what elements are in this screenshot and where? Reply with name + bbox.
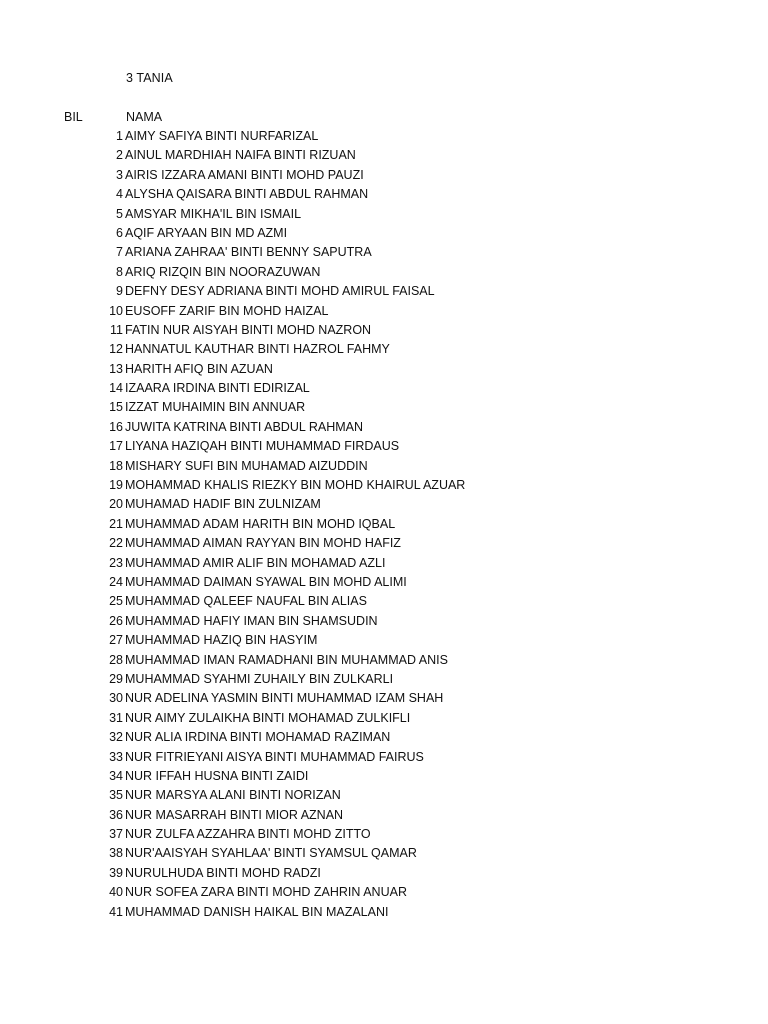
- student-number: 30: [109, 691, 123, 706]
- student-number: 3: [116, 167, 123, 182]
- student-row: [0, 282, 768, 301]
- student-name: NUR AIMY ZULAIKHA BINTI MOHAMAD ZULKIFLI: [125, 710, 411, 725]
- student-name: MUHAMMAD HAFIY IMAN BIN SHAMSUDIN: [125, 613, 378, 628]
- student-number: 33: [109, 749, 123, 764]
- student-row: [0, 379, 768, 398]
- student-row: [0, 146, 768, 165]
- student-name: NUR IFFAH HUSNA BINTI ZAIDI: [125, 768, 309, 783]
- student-name: EUSOFF ZARIF BIN MOHD HAIZAL: [125, 303, 329, 318]
- student-name: NUR ADELINA YASMIN BINTI MUHAMMAD IZAM SHAH: [125, 691, 444, 706]
- student-name: IZZAT MUHAIMIN BIN ANNUAR: [125, 400, 306, 415]
- student-name: NUR MASARRAH BINTI MIOR AZNAN: [125, 807, 344, 822]
- student-number: 32: [109, 730, 123, 745]
- student-name: NUR FITRIEYANI AISYA BINTI MUHAMMAD FAIRUS: [125, 749, 424, 764]
- student-row: [0, 476, 768, 495]
- student-number: 5: [116, 206, 123, 221]
- student-name: NURULHUDA BINTI MOHD RADZI: [125, 865, 321, 880]
- student-number: 11: [110, 322, 123, 337]
- student-row: [0, 592, 768, 611]
- column-header-nama: NAMA: [126, 110, 163, 124]
- student-name: MUHAMMAD AIMAN RAYYAN BIN MOHD HAFIZ: [125, 536, 401, 551]
- student-number: 13: [109, 361, 123, 376]
- student-number: 35: [109, 788, 123, 803]
- student-number: 17: [109, 439, 123, 454]
- student-row: [0, 302, 768, 321]
- column-header-bil: BIL: [64, 110, 83, 124]
- student-number: 28: [109, 652, 123, 667]
- student-name: NUR'AAISYAH SYAHLAA' BINTI SYAMSUL QAMAR: [125, 846, 417, 861]
- student-row: [0, 573, 768, 592]
- student-name: AIRIS IZZARA AMANI BINTI MOHD PAUZI: [125, 167, 364, 182]
- student-name: JUWITA KATRINA BINTI ABDUL RAHMAN: [125, 419, 363, 434]
- student-row: [0, 340, 768, 359]
- student-row: [0, 166, 768, 185]
- student-number: 19: [109, 478, 123, 493]
- student-name: MUHAMMAD QALEEF NAUFAL BIN ALIAS: [125, 594, 367, 609]
- student-number: 38: [109, 846, 123, 861]
- student-row: [0, 495, 768, 514]
- student-name: ARIQ RIZQIN BIN NOORAZUWAN: [125, 264, 321, 279]
- student-row: [0, 398, 768, 417]
- student-number: 6: [116, 225, 123, 240]
- student-number: 21: [109, 516, 123, 531]
- student-number: 10: [109, 303, 123, 318]
- student-number: 18: [109, 458, 123, 473]
- class-title: 3 TANIA: [126, 71, 173, 85]
- student-row: [0, 127, 768, 146]
- student-number: 41: [109, 904, 123, 919]
- student-row: [0, 748, 768, 767]
- student-row: [0, 864, 768, 883]
- student-row: [0, 554, 768, 573]
- student-row: [0, 515, 768, 534]
- student-number: 25: [109, 594, 123, 609]
- student-name: ALYSHA QAISARA BINTI ABDUL RAHMAN: [125, 187, 369, 202]
- student-name: MUHAMMAD ADAM HARITH BIN MOHD IQBAL: [125, 516, 396, 531]
- student-name: ARIANA ZAHRAA' BINTI BENNY SAPUTRA: [125, 245, 372, 260]
- student-row: [0, 883, 768, 902]
- student-row: [0, 806, 768, 825]
- student-number: 8: [116, 264, 123, 279]
- student-row: [0, 534, 768, 553]
- student-number: 4: [116, 187, 123, 202]
- student-row: [0, 224, 768, 243]
- student-number: 22: [109, 536, 123, 551]
- student-row: [0, 360, 768, 379]
- student-list: [0, 127, 768, 922]
- student-name: HARITH AFIQ BIN AZUAN: [125, 361, 273, 376]
- student-number: 24: [109, 574, 123, 589]
- student-name: MUHAMAD HADIF BIN ZULNIZAM: [125, 497, 321, 512]
- student-row: [0, 786, 768, 805]
- student-row: [0, 709, 768, 728]
- student-number: 39: [109, 865, 123, 880]
- student-name: MUHAMMAD DANISH HAIKAL BIN MAZALANI: [125, 904, 389, 919]
- student-name: AIMY SAFIYA BINTI NURFARIZAL: [125, 129, 319, 143]
- student-row: [0, 903, 768, 922]
- student-number: 2: [116, 148, 123, 163]
- student-name: DEFNY DESY ADRIANA BINTI MOHD AMIRUL FAISAL: [125, 284, 435, 299]
- student-name: NUR ZULFA AZZAHRA BINTI MOHD ZITTO: [125, 827, 371, 842]
- student-row: [0, 767, 768, 786]
- student-name: AINUL MARDHIAH NAIFA BINTI RIZUAN: [125, 148, 356, 163]
- student-name: MUHAMMAD SYAHMI ZUHAILY BIN ZULKARLI: [125, 671, 394, 686]
- student-name: MUHAMMAD HAZIQ BIN HASYIM: [125, 633, 318, 648]
- student-name: MUHAMMAD AMIR ALIF BIN MOHAMAD AZLI: [125, 555, 386, 570]
- student-row: [0, 185, 768, 204]
- student-row: [0, 321, 768, 340]
- student-row: [0, 728, 768, 747]
- student-row: [0, 631, 768, 650]
- student-number: 31: [109, 710, 123, 725]
- student-number: 37: [109, 827, 123, 842]
- student-row: [0, 670, 768, 689]
- student-row: [0, 243, 768, 262]
- student-number: 1: [116, 129, 123, 143]
- student-row: [0, 437, 768, 456]
- student-number: 14: [109, 381, 123, 396]
- student-row: [0, 825, 768, 844]
- student-name: LIYANA HAZIQAH BINTI MUHAMMAD FIRDAUS: [125, 439, 400, 454]
- student-number: 16: [109, 419, 123, 434]
- student-name: MUHAMMAD IMAN RAMADHANI BIN MUHAMMAD ANIS: [125, 652, 448, 667]
- student-row: [0, 651, 768, 670]
- student-number: 36: [109, 807, 123, 822]
- student-name: NUR MARSYA ALANI BINTI NORIZAN: [125, 788, 341, 803]
- student-name: NUR ALIA IRDINA BINTI MOHAMAD RAZIMAN: [125, 730, 391, 745]
- student-number: 40: [109, 885, 123, 900]
- student-name: HANNATUL KAUTHAR BINTI HAZROL FAHMY: [125, 342, 390, 357]
- student-number: 29: [109, 671, 123, 686]
- student-number: 12: [109, 342, 123, 357]
- student-number: 15: [109, 400, 123, 415]
- student-row: [0, 205, 768, 224]
- student-number: 34: [109, 768, 123, 783]
- student-name: NUR SOFEA ZARA BINTI MOHD ZAHRIN ANUAR: [125, 885, 407, 900]
- student-name: IZAARA IRDINA BINTI EDIRIZAL: [125, 381, 310, 396]
- student-number: 9: [116, 284, 123, 299]
- student-name: MISHARY SUFI BIN MUHAMAD AIZUDDIN: [125, 458, 368, 473]
- student-name: AQIF ARYAAN BIN MD AZMI: [125, 225, 288, 240]
- student-row: [0, 457, 768, 476]
- student-name: MUHAMMAD DAIMAN SYAWAL BIN MOHD ALIMI: [125, 574, 407, 589]
- student-name: FATIN NUR AISYAH BINTI MOHD NAZRON: [125, 322, 372, 337]
- student-number: 27: [109, 633, 123, 648]
- student-name: AMSYAR MIKHA'IL BIN ISMAIL: [125, 206, 302, 221]
- student-row: [0, 844, 768, 863]
- student-row: [0, 418, 768, 437]
- student-number: 20: [109, 497, 123, 512]
- student-name: MOHAMMAD KHALIS RIEZKY BIN MOHD KHAIRUL AZUAR: [125, 478, 466, 493]
- student-number: 26: [109, 613, 123, 628]
- student-number: 7: [116, 245, 123, 260]
- student-number: 23: [109, 555, 123, 570]
- student-row: [0, 263, 768, 282]
- student-row: [0, 689, 768, 708]
- student-row: [0, 612, 768, 631]
